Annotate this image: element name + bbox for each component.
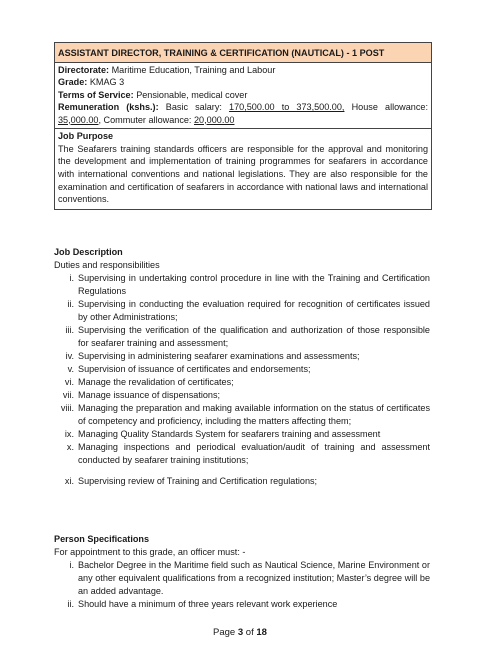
grade-label: Grade: — [58, 77, 88, 87]
job-meta — [55, 63, 431, 130]
directorate-line — [58, 64, 428, 77]
person-specifications-section — [54, 533, 430, 611]
directorate-label: Directorate: — [58, 64, 110, 75]
terms-label: Terms of Service: — [58, 89, 134, 100]
list-item-number: i. — [69, 560, 74, 570]
list-item — [54, 559, 430, 598]
list-item-text: Supervising in conducting the evaluation required for recognition of certificates issued by other Administrations; — [78, 299, 430, 322]
duties-list — [54, 272, 430, 488]
page-current: 3 — [237, 627, 244, 638]
page-footer — [0, 626, 480, 639]
person-specifications-intro: For appointment to this grade, an officer must: - — [54, 547, 246, 557]
commuter-allowance-label: Commuter allowance: — [103, 114, 192, 125]
list-item-number: vi. — [64, 377, 74, 387]
list-item-number: vii. — [62, 390, 74, 400]
list-item-text: Bachelor Degree in the Maritime field such as Nautical Science, Marine Environment or any other equivalent qualifications from a recognized institution; Master’s degree will be an added advantage. — [78, 560, 430, 596]
list-item-number: ii. — [67, 299, 74, 309]
list-item-number: viii. — [60, 403, 74, 413]
list-item-text: Supervising the verification of the qualification and authorization of those responsible for seafarer training and assessment; — [78, 325, 430, 348]
list-item-text: Supervising review of Training and Certification regulations; — [78, 476, 318, 486]
page-total: 18 — [256, 627, 267, 638]
list-item — [54, 428, 430, 441]
list-item-number: xi. — [64, 476, 74, 486]
list-item-number: iv. — [65, 351, 74, 361]
job-description-intro: Duties and responsibilities — [54, 260, 160, 270]
list-item-number: ix. — [64, 429, 74, 439]
of-word: of — [245, 627, 254, 638]
job-title: ASSISTANT DIRECTOR, TRAINING & CERTIFICATION (NAUTICAL) - 1 POST — [55, 43, 431, 63]
list-item-text: Supervising in undertaking control procedure in line with the Training and Certification Regulations — [78, 273, 430, 296]
list-item-number: v. — [67, 364, 74, 374]
directorate-value: Maritime Education, Training and Labour — [111, 64, 276, 75]
commuter-allowance-value: 20,000.00 — [194, 114, 235, 125]
list-item — [54, 350, 430, 363]
job-summary-box — [54, 42, 432, 210]
remuneration-label: Remuneration (kshs.): — [58, 102, 159, 112]
job-description-heading: Job Description — [54, 247, 123, 257]
terms-line — [58, 89, 428, 102]
person-specifications-heading: Person Specifications — [54, 534, 150, 544]
list-item-text: Supervision of issuance of certificates and endorsements; — [78, 364, 311, 374]
list-item-number: x. — [66, 442, 74, 452]
job-purpose-text: The Seafarers training standards officers are responsible for the approval and monitoring the development and implementation of training programmes for seafarers in accordance with international conventions and national legislations. They are also responsible for the examination and certification of seafarers in accordance with national laws and international conventions. — [58, 143, 428, 205]
list-item — [54, 376, 430, 389]
list-item — [54, 441, 430, 467]
job-description-section — [54, 246, 430, 488]
page-word: Page — [213, 627, 236, 638]
job-purpose-heading: Job Purpose — [58, 131, 114, 141]
list-item — [54, 402, 430, 428]
list-item-number: i. — [69, 273, 74, 283]
list-item — [54, 475, 430, 488]
list-item-number: ii. — [67, 599, 74, 609]
list-item-text: Supervising in administering seafarer examinations and assessments; — [78, 351, 360, 361]
house-allowance-value: 35,000.00, — [58, 114, 101, 125]
list-item — [54, 272, 430, 298]
remuneration-line — [58, 101, 428, 126]
list-item-text: Manage the revalidation of certificates; — [78, 377, 234, 387]
list-item — [54, 363, 430, 376]
list-item-text: Managing the preparation and making available information on the status of certificates of competency and proficiency, including the matters affecting them; — [78, 403, 430, 426]
list-item — [54, 298, 430, 324]
grade-value: KMAG 3 — [89, 77, 125, 87]
house-allowance-label: House allowance: — [351, 102, 428, 112]
grade-line — [58, 76, 428, 89]
requirements-list — [54, 559, 430, 611]
list-item-text: Should have a minimum of three years relevant work experience — [78, 599, 338, 609]
list-item-number: iii. — [65, 325, 74, 335]
basic-salary-value: 170,500.00 to 373,500.00, — [229, 102, 345, 112]
list-item-text: Managing inspections and periodical evaluation/audit of training and assessment conducted by seafarer training institutions; — [78, 442, 430, 465]
basic-salary-label: Basic salary: — [165, 102, 222, 112]
list-item — [54, 324, 430, 350]
list-item-text: Managing Quality Standards System for seafarers training and assessment — [78, 429, 381, 439]
list-item-text: Manage issuance of dispensations; — [78, 390, 221, 400]
list-item — [54, 389, 430, 402]
list-item — [54, 598, 430, 611]
terms-value: Pensionable, medical cover — [136, 89, 248, 100]
